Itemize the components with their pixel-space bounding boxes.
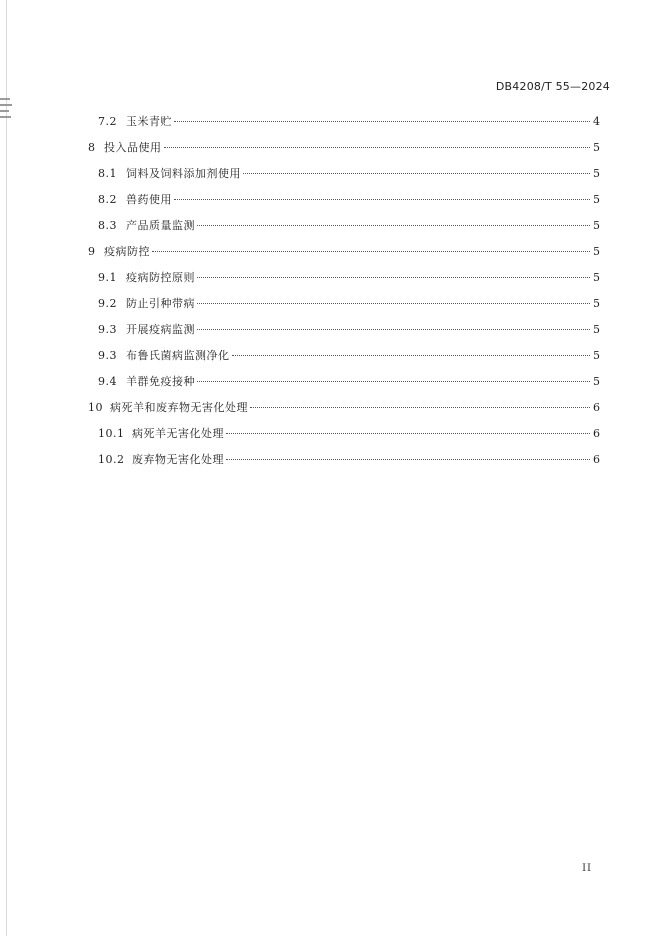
toc-dot-leader — [250, 407, 590, 408]
toc-entry-page: 6 — [593, 453, 600, 466]
toc-entry-page: 5 — [593, 167, 600, 180]
toc-entry-title: 产品质量监测 — [126, 219, 195, 232]
toc-entry-number: 8.3 — [98, 219, 117, 232]
toc-dot-leader — [197, 277, 590, 278]
toc-entry-title: 布鲁氏菌病监测净化 — [126, 349, 230, 362]
document-code: DB4208/T 55—2024 — [495, 80, 610, 93]
toc-entry[interactable] — [88, 343, 600, 369]
toc-entry-number: 9.1 — [98, 271, 117, 284]
toc-entry-number: 10.1 — [98, 427, 125, 440]
toc-entry-number: 9.3 — [98, 349, 117, 362]
page-number: II — [582, 863, 592, 874]
toc-entry-title: 疫病防控原则 — [126, 271, 195, 284]
toc-entry[interactable] — [88, 213, 600, 239]
toc-entry[interactable] — [88, 265, 600, 291]
toc-entry-title: 玉米青贮 — [126, 115, 172, 128]
toc-entry[interactable] — [88, 369, 600, 395]
toc-dot-leader — [152, 251, 590, 252]
toc-entry-number: 10.2 — [98, 453, 125, 466]
toc-entry-title: 防止引种带病 — [126, 297, 195, 310]
toc-dot-leader — [226, 433, 590, 434]
toc-entry-page: 5 — [593, 349, 600, 362]
toc-entry[interactable] — [88, 161, 600, 187]
toc-dot-leader — [164, 147, 591, 148]
scan-edge-mark — [0, 98, 10, 100]
scan-edge-line — [6, 0, 7, 936]
toc-entry[interactable] — [88, 421, 600, 447]
toc-entry[interactable] — [88, 109, 600, 135]
scan-edge-mark — [0, 116, 11, 118]
toc-dot-leader — [197, 381, 590, 382]
toc-entry-number: 8.1 — [98, 167, 117, 180]
toc-entry-title: 饲料及饲料添加剂使用 — [126, 167, 241, 180]
toc-entry-number: 10 — [88, 401, 103, 414]
toc-entry-number: 8.2 — [98, 193, 117, 206]
toc-entry[interactable] — [88, 135, 600, 161]
toc-dot-leader — [174, 199, 590, 200]
scan-edge-mark — [0, 104, 12, 106]
toc-entry-title: 废弃物无害化处理 — [132, 453, 224, 466]
toc-entry[interactable] — [88, 447, 600, 473]
toc-entry-title: 兽药使用 — [126, 193, 172, 206]
toc-entry-number: 9.2 — [98, 297, 117, 310]
toc-dot-leader — [197, 303, 590, 304]
table-of-contents — [88, 109, 600, 473]
toc-entry[interactable] — [88, 187, 600, 213]
toc-entry-title: 疫病防控 — [104, 245, 150, 258]
toc-dot-leader — [197, 329, 590, 330]
toc-entry-page: 6 — [593, 427, 600, 440]
toc-entry-title: 羊群免疫接种 — [126, 375, 195, 388]
toc-entry-title: 投入品使用 — [104, 141, 162, 154]
toc-dot-leader — [226, 459, 590, 460]
toc-entry-page: 5 — [593, 297, 600, 310]
toc-entry-page: 5 — [593, 219, 600, 232]
toc-entry-page: 5 — [593, 323, 600, 336]
toc-entry-title: 病死羊无害化处理 — [132, 427, 224, 440]
toc-entry-page: 5 — [593, 271, 600, 284]
toc-dot-leader — [243, 173, 590, 174]
toc-dot-leader — [197, 225, 590, 226]
toc-dot-leader — [232, 355, 591, 356]
toc-entry-number: 8 — [88, 141, 96, 154]
toc-entry-page: 5 — [593, 193, 600, 206]
toc-entry-number: 9.3 — [98, 323, 117, 336]
toc-entry-title: 开展疫病监测 — [126, 323, 195, 336]
toc-entry[interactable] — [88, 395, 600, 421]
toc-entry-page: 5 — [593, 141, 600, 154]
toc-dot-leader — [174, 121, 590, 122]
scan-edge — [0, 0, 14, 936]
toc-entry-page: 5 — [593, 245, 600, 258]
toc-entry-page: 4 — [593, 115, 600, 128]
toc-entry-number: 9.4 — [98, 375, 117, 388]
toc-entry[interactable] — [88, 239, 600, 265]
toc-entry[interactable] — [88, 317, 600, 343]
toc-entry-number: 7.2 — [98, 115, 117, 128]
toc-entry-title: 病死羊和废弃物无害化处理 — [110, 401, 248, 414]
toc-entry-page: 5 — [593, 375, 600, 388]
scan-edge-mark — [0, 110, 9, 112]
toc-entry-number: 9 — [88, 245, 96, 258]
toc-entry-page: 6 — [593, 401, 600, 414]
toc-entry[interactable] — [88, 291, 600, 317]
